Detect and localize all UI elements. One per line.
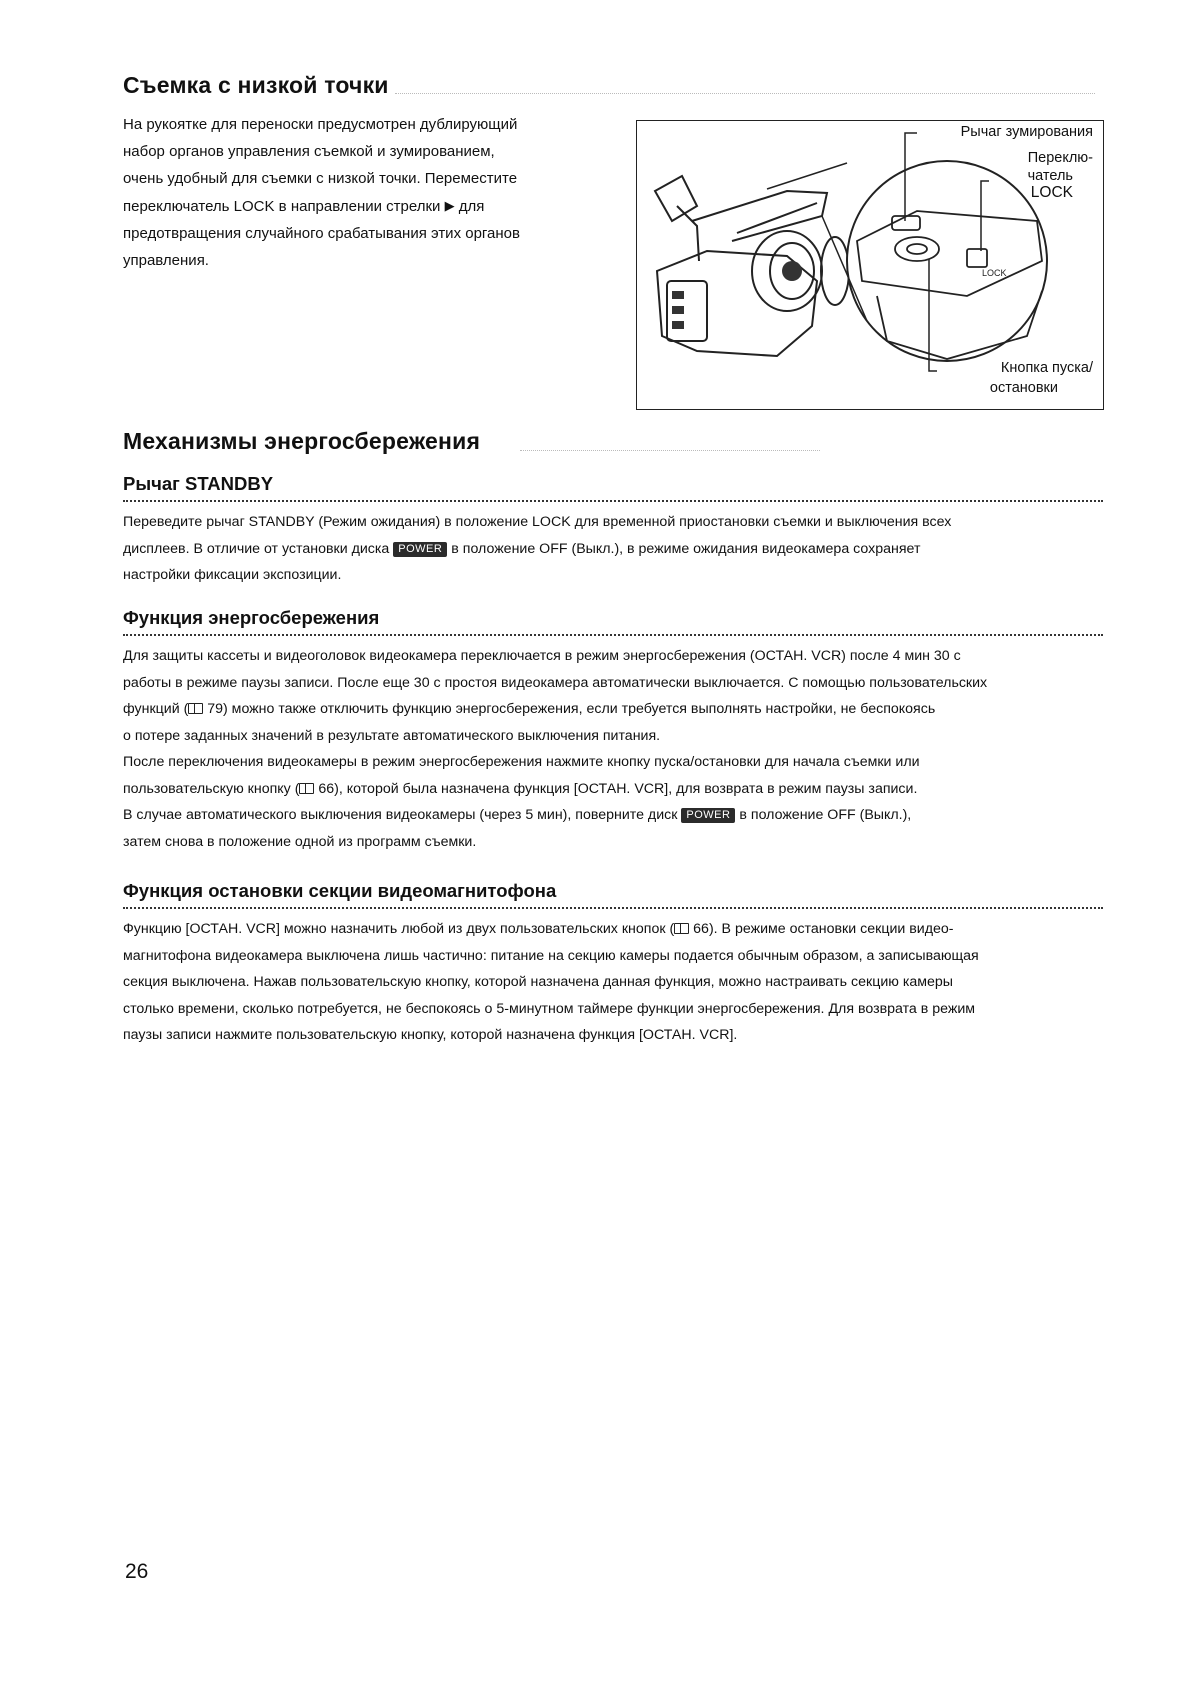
subsection-title-vcr-stop: Функция остановки секции видеомагнитофона	[123, 880, 557, 901]
text-line: 66), которой была назначена функция [ОСТАН. VCR], для возврата в режим паузы записи.	[314, 780, 918, 797]
text-line: набор органов управления съемкой и зумированием,	[123, 143, 495, 160]
text-line: функций (	[123, 701, 189, 717]
camera-button	[672, 321, 684, 329]
lens-glass	[782, 261, 802, 281]
label-lock-switch-2: чатель	[1027, 168, 1073, 184]
power-save-paragraph	[123, 643, 1113, 855]
text-line: столько времени, сколько потребуется, не беспокоясь о 5-минутном таймере функции энергосбережения. Для возврата в режим	[123, 1000, 976, 1017]
text-line: магнитофона видеокамера выключена лишь частично: питание на секцию камеры подается обычным образом, а записывающая	[123, 947, 979, 964]
text-line: очень удобный для съемки с низкой точки. Переместите	[123, 170, 518, 187]
dotted-divider	[123, 634, 1103, 636]
magnify-guide-line	[767, 163, 847, 189]
vcr-stop-paragraph	[123, 916, 1113, 1049]
text-line: После переключения видеокамеры в режим энергосбережения нажмите кнопку пуска/остановки для начала съемки или	[123, 754, 920, 770]
section-title-low-angle: Съемка с низкой точки	[123, 72, 389, 98]
label-start-stop-1: Кнопка пуска/	[1000, 360, 1093, 376]
text-line: 66). В режиме остановки секции видео-	[689, 921, 954, 937]
book-reference-icon	[674, 923, 689, 934]
text-line: 79) можно также отключить функцию энергосбережения, если требуется выполнять настройки, не беспокоясь	[203, 701, 936, 717]
text-line: переключатель LOCK в направлении стрелки	[123, 198, 441, 215]
scan-dotted-line	[520, 450, 820, 451]
text-line: управления.	[123, 252, 209, 269]
camera-button	[672, 291, 684, 299]
dotted-divider	[123, 500, 1103, 502]
power-dial-icon: POWER	[681, 808, 735, 823]
label-lock-switch-3: LOCK	[1030, 184, 1073, 201]
text-line: настройки фиксации экспозиции.	[123, 567, 342, 583]
lock-engraving: LOCK	[982, 268, 1007, 278]
text-line: работы в режиме паузы записи. После еще 30 с простоя видеокамера автоматически выключается. С помощью пользовательских	[123, 674, 988, 691]
text-line: в положение OFF (Выкл.), в режиме ожидания видеокамера сохраняет	[451, 540, 921, 557]
dotted-divider	[123, 907, 1103, 909]
viewfinder-arm	[677, 206, 699, 261]
text-line: паузы записи нажмите пользовательскую кнопку, которой назначена функция [ОСТАН. VCR].	[123, 1027, 738, 1043]
text-line: затем снова в положение одной из программ съемки.	[123, 833, 477, 850]
subsection-title-power-save-function: Функция энергосбережения	[123, 607, 380, 628]
text-line: для	[458, 198, 485, 215]
text-line: Переведите рычаг STANDBY (Режим ожидания) в положение LOCK для временной приостановки съемки и выключения всех	[123, 514, 952, 530]
magnify-circle	[847, 161, 1047, 361]
page-number: 26	[125, 1560, 149, 1583]
text-line: дисплеев. В отличие от установки диска	[123, 540, 390, 557]
text-line: пользовательскую кнопку (	[123, 780, 300, 797]
label-lock-switch-1: Переклю-	[1027, 150, 1093, 166]
carry-handle	[692, 191, 827, 241]
power-dial-icon: POWER	[393, 542, 447, 557]
text-line: о потере заданных значений в результате автоматического выключения питания.	[123, 727, 661, 744]
subsection-title-standby: Рычаг STANDBY	[123, 473, 274, 494]
arrow-right-icon: ▶	[444, 198, 455, 213]
low-angle-paragraph	[123, 111, 623, 274]
text-line: На рукоятке для переноски предусмотрен дублирующий	[123, 116, 518, 133]
book-reference-icon	[188, 703, 203, 714]
text-line: в положение OFF (Выкл.),	[739, 807, 912, 823]
book-reference-icon	[299, 783, 314, 794]
text-line: Для защиты кассеты и видеоголовок видеокамера переключается в режим энергосбережения (ОСТАН. VCR) после 4 мин 30 с	[123, 648, 961, 664]
camera-button	[672, 306, 684, 314]
text-line: Функцию [ОСТАН. VCR] можно назначить любой из двух пользовательских кнопок (	[123, 921, 675, 937]
text-line: секция выключена. Нажав пользовательскую кнопку, которой назначена данная функция, можно настраивать секцию камеры	[123, 974, 953, 990]
label-zoom-lever: Рычаг зумирования	[960, 124, 1093, 140]
standby-paragraph	[123, 509, 1113, 589]
camcorder-figure	[636, 120, 1104, 410]
label-start-stop-2: остановки	[989, 380, 1058, 396]
viewfinder-eyecup	[655, 176, 697, 221]
section-title-power-saving: Механизмы энергосбережения	[123, 428, 481, 454]
scan-dotted-line	[395, 93, 1095, 94]
text-line: В случае автоматического выключения видеокамеры (через 5 мин), поверните диск	[123, 807, 678, 823]
text-line: предотвращения случайного срабатывания этих органов	[123, 225, 520, 242]
